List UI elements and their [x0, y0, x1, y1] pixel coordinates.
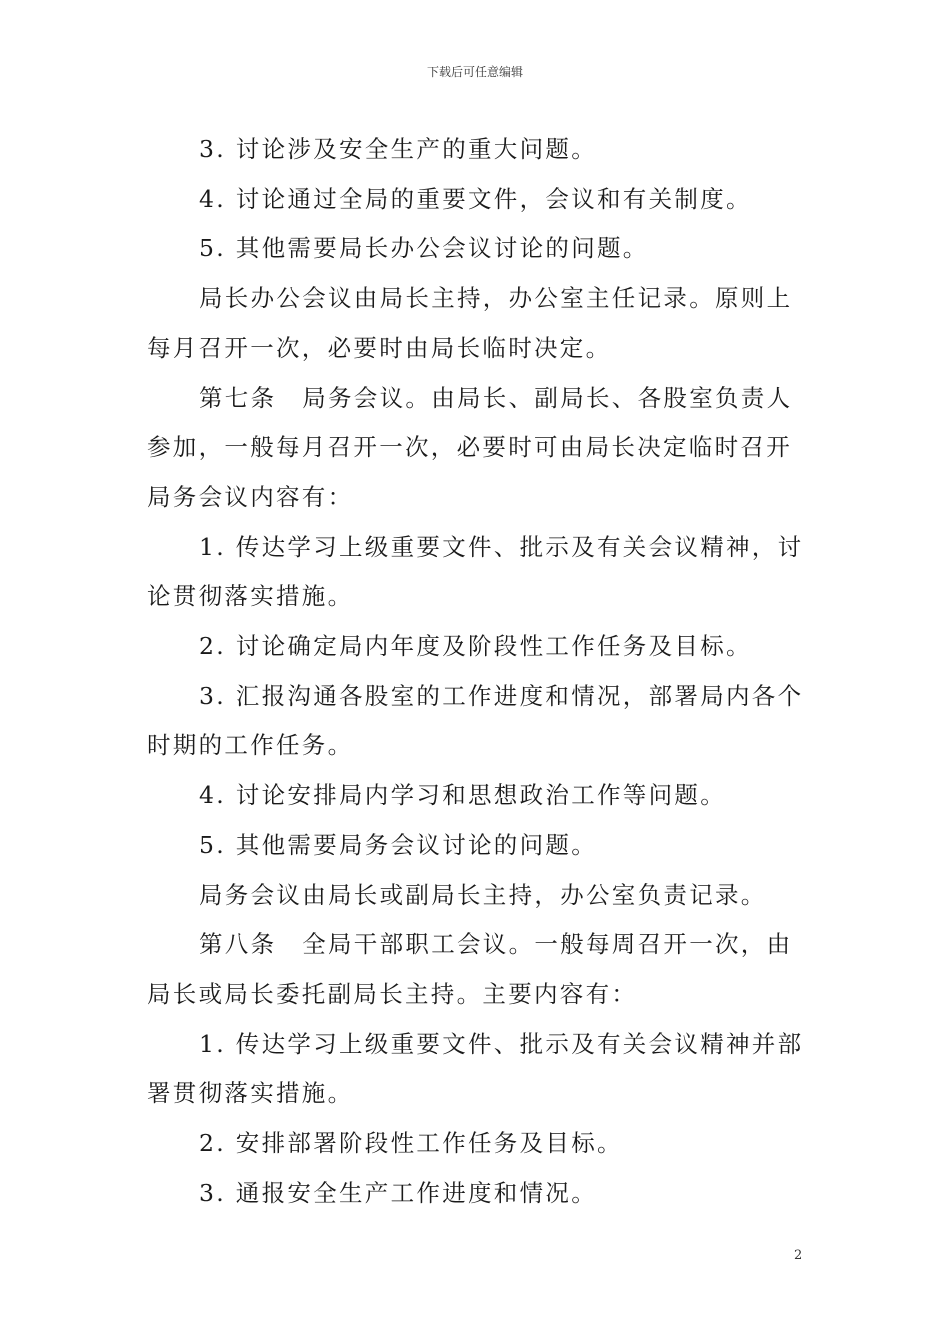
- paragraph-9: 4. 讨论安排局内学习和思想政治工作等问题。: [199, 781, 726, 810]
- paragraph-1: 3. 讨论涉及安全生产的重大问题。: [199, 135, 597, 163]
- paragraph-13: 1. 传达学习上级重要文件、批示及有关会议精神并部署贯彻落实措施。: [147, 1029, 804, 1108]
- page-number: 2: [794, 1248, 803, 1263]
- paragraph-2: 4. 讨论通过全局的重要文件，会议和有关制度。: [199, 184, 752, 213]
- paragraph-11: 局务会议由局长或副局长主持，办公室负责记录。: [199, 880, 767, 909]
- paragraph-4: 局长办公会议由局长主持，办公室主任记录。原则上每月召开一次，必要时由局长临时决定。: [147, 284, 793, 362]
- paragraph-7: 2. 讨论确定局内年度及阶段性工作任务及目标。: [199, 632, 752, 661]
- paragraph-8: 3. 汇报沟通各股室的工作进度和情况，部署局内各个时期的工作任务。: [147, 681, 804, 760]
- page-header: 下载后可任意编辑: [426, 65, 523, 79]
- paragraph-article-7: 第七条 局务会议。由局长、副局长、各股室负责人参加，一般每月召开一次，必要时可由局长决定临时召开局务会议内容有：: [147, 383, 793, 511]
- paragraph-6: 1. 传达学习上级重要文件、批示及有关会议精神，讨论贯彻落实措施。: [147, 532, 804, 611]
- document-body: [147, 125, 812, 1218]
- paragraph-3: 5. 其他需要局长办公会议讨论的问题。: [199, 234, 649, 263]
- paragraph-14: 2. 安排部署阶段性工作任务及目标。: [199, 1129, 623, 1158]
- paragraph-article-8: 第八条 全局干部职工会议。一般每周召开一次，由局长或局长委托副局长主持。主要内容有：: [147, 930, 793, 1008]
- paragraph-15: 3. 通报安全生产工作进度和情况。: [199, 1178, 597, 1207]
- paragraph-10: 5. 其他需要局务会议讨论的问题。: [199, 830, 597, 859]
